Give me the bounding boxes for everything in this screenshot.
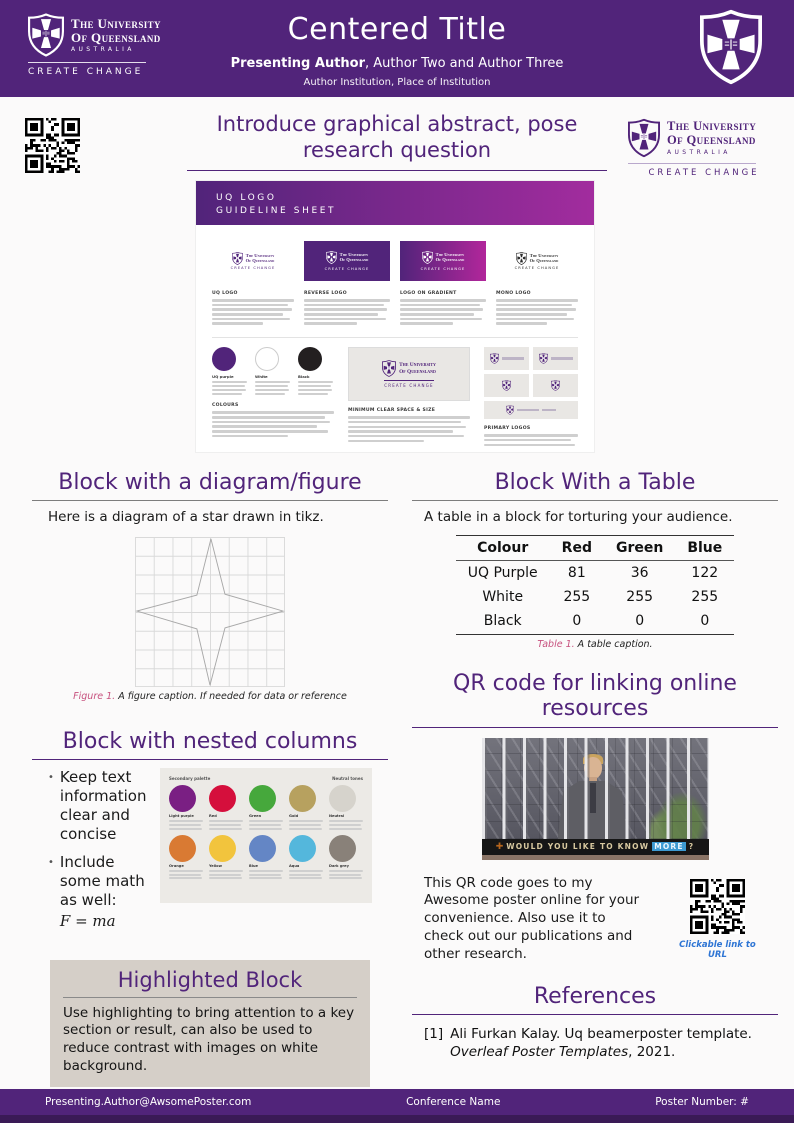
primary-logos-label: PRIMARY LOGOS xyxy=(484,426,531,432)
mini-crest-icon xyxy=(502,380,511,391)
poster-footer xyxy=(0,1089,794,1115)
text-line-placeholder xyxy=(400,322,453,325)
uq-wordmark-line2: Of Queensland xyxy=(667,132,756,147)
table-header-row xyxy=(456,535,735,560)
figure-caption-label: Figure 1. xyxy=(73,690,116,702)
text-line-placeholder xyxy=(212,393,242,395)
bullet-item xyxy=(48,768,148,843)
swatch-name: UQ purple xyxy=(212,374,234,380)
palette-swatch: Gold xyxy=(289,785,323,831)
banner-line2: GUIDELINE SHEET xyxy=(216,206,337,217)
text-line-placeholder xyxy=(255,389,289,391)
text-line-placeholder xyxy=(298,389,332,391)
text-line-placeholder xyxy=(329,824,361,826)
text-line-placeholder xyxy=(212,304,288,307)
text-line-placeholder xyxy=(289,877,322,879)
bullet-icon: • xyxy=(48,857,54,869)
text-line-placeholder xyxy=(289,828,322,830)
text-line-placeholder xyxy=(212,299,294,302)
text-line-placeholder xyxy=(496,299,578,302)
variant-label: LOGO ON GRADIENT xyxy=(400,291,457,296)
text-line-placeholder xyxy=(496,304,572,307)
text-line-placeholder xyxy=(484,434,578,437)
text-line-placeholder xyxy=(255,385,288,387)
text-line-placeholder xyxy=(255,381,290,383)
palette-swatch: Light purple xyxy=(169,785,203,831)
mini-crest-icon xyxy=(551,380,560,391)
palette-swatch: Neutral xyxy=(329,785,363,831)
text-line-placeholder xyxy=(348,426,466,429)
caption-banner-highlight: MORE xyxy=(654,842,684,852)
bullet-item xyxy=(48,853,148,930)
text-line-placeholder xyxy=(400,318,482,321)
bullet-list xyxy=(48,768,148,940)
text-line-placeholder xyxy=(484,444,575,447)
text-line-placeholder xyxy=(289,824,321,826)
colour-table xyxy=(456,535,735,635)
text-line-placeholder xyxy=(212,430,328,433)
mini-wordmark: Of Queensland xyxy=(399,368,436,375)
text-line-placeholder xyxy=(348,430,453,433)
text-line-placeholder xyxy=(209,877,242,879)
text-line-placeholder xyxy=(169,824,201,826)
caption-banner-question: ? xyxy=(688,842,695,852)
text-line-placeholder xyxy=(209,824,241,826)
presenting-author: Presenting Author xyxy=(230,56,366,71)
banner-line1: UQ LOGO xyxy=(216,193,277,203)
text-line-placeholder xyxy=(496,313,567,316)
text-line-placeholder xyxy=(542,409,556,412)
palette-swatch: Green xyxy=(249,785,283,831)
table-row: Black 0 0 0 xyxy=(456,609,735,634)
text-line-placeholder xyxy=(209,870,243,872)
table-caption-label: Table 1. xyxy=(537,638,575,650)
mini-crest-icon xyxy=(232,252,243,265)
variant-uq-logo xyxy=(212,238,294,327)
footer-accent-strip xyxy=(0,1115,794,1123)
logo-divider xyxy=(28,62,146,63)
bullet-text: Keep text information clear and concise xyxy=(59,768,147,843)
prison-bars-overlay xyxy=(482,738,709,839)
movie-still-image xyxy=(482,738,709,860)
diagram-intro-text: Here is a diagram of a star drawn in tikz. xyxy=(48,509,324,526)
block-title-rule xyxy=(32,759,388,760)
text-line-placeholder xyxy=(400,308,483,311)
uq-wordmark-line1: The University xyxy=(71,15,161,31)
text-line-placeholder xyxy=(209,828,242,830)
mini-crest-icon xyxy=(490,353,499,364)
table-intro-text: A table in a block for torturing your audience. xyxy=(424,509,733,526)
text-line-placeholder xyxy=(249,877,282,879)
colours-section xyxy=(212,347,334,448)
intro-title: Introduce graphical abstract, pose research question xyxy=(216,112,578,162)
clear-space-label: MINIMUM CLEAR SPACE & SIZE xyxy=(348,408,436,414)
text-line-placeholder xyxy=(169,820,203,822)
uq-crest-icon xyxy=(28,13,64,57)
block-title: References xyxy=(533,983,657,1009)
text-line-placeholder xyxy=(249,828,282,830)
text-line-placeholder xyxy=(502,357,524,360)
col-header: Blue xyxy=(687,539,723,556)
block-title: Block with a diagram/figure xyxy=(58,470,362,495)
mini-crest-icon xyxy=(506,405,514,415)
bullet-icon: • xyxy=(48,772,54,784)
primary-logos-section xyxy=(484,347,578,448)
swatch-white xyxy=(255,347,279,371)
text-line-placeholder xyxy=(304,308,387,311)
image-bottom-strip xyxy=(482,855,709,860)
table-caption xyxy=(424,639,766,651)
mini-wordmark: The University xyxy=(435,251,465,257)
reference-number: [1] xyxy=(424,1025,444,1042)
palette-swatch: Yellow xyxy=(209,835,243,881)
text-line-placeholder xyxy=(329,874,361,876)
text-line-placeholder xyxy=(249,870,283,872)
qr-description-text: This QR code goes to my Awesome poster online for your convenience. Also use it to check out our publications and other research. xyxy=(424,874,640,962)
swatch-name: Black xyxy=(298,374,310,380)
footer-poster-number: Poster Number: # xyxy=(655,1096,749,1108)
uq-crest-icon-right xyxy=(700,8,762,86)
text-line-placeholder xyxy=(329,870,363,872)
variant-label: REVERSE LOGO xyxy=(304,291,347,296)
block-title: Highlighted Block xyxy=(117,968,303,993)
uq-country-label: AUSTRALIA xyxy=(71,46,135,54)
text-line-placeholder xyxy=(289,874,321,876)
palette-swatch: Orange xyxy=(169,835,203,881)
text-line-placeholder xyxy=(304,318,386,321)
text-line-placeholder xyxy=(400,299,486,302)
text-line-placeholder xyxy=(298,381,333,383)
qr-link-caption[interactable]: Clickable link to URL xyxy=(679,939,756,960)
reference-journal: Overleaf Poster Templates xyxy=(450,1044,629,1061)
palette-left-label: Secondary palette xyxy=(169,776,211,782)
caption-banner-text: WOULD YOU LIKE TO KNOW xyxy=(506,842,650,852)
text-line-placeholder xyxy=(169,870,203,872)
block-with-table xyxy=(410,470,780,651)
bullet-text xyxy=(60,853,148,930)
text-line-placeholder xyxy=(496,318,574,321)
swatch-uq-purple xyxy=(212,347,236,371)
highlight-body-text: Use highlighting to bring attention to a key section or result, can also be used to reduce contrast with images on white background. xyxy=(63,1004,355,1075)
authors-line xyxy=(194,56,600,71)
uq-wordmark-line2: Of Queensland xyxy=(71,29,161,45)
mini-wordmark: The University xyxy=(245,252,275,258)
text-line-placeholder xyxy=(348,440,424,443)
text-line-placeholder xyxy=(212,318,290,321)
block-title-rule xyxy=(412,727,778,728)
mini-tagline: CREATE CHANGE xyxy=(230,266,276,271)
col-header: Colour xyxy=(477,539,529,556)
variant-label: UQ LOGO xyxy=(212,291,238,296)
text-line-placeholder xyxy=(169,877,202,879)
text-line-placeholder xyxy=(329,828,362,830)
colour-palette-image xyxy=(160,768,372,903)
text-line-placeholder xyxy=(212,411,334,414)
swatch-black xyxy=(298,347,322,371)
variant-mono-logo xyxy=(496,238,578,327)
logo-divider xyxy=(628,163,756,164)
text-line-placeholder xyxy=(517,409,539,412)
poster-title: Centered Title xyxy=(287,12,507,47)
block-title-rule xyxy=(63,997,357,998)
text-line-placeholder xyxy=(348,421,461,424)
mini-crest-icon xyxy=(326,251,337,264)
text-line-placeholder xyxy=(169,828,202,830)
uq-country-label: AUSTRALIA xyxy=(667,148,731,156)
create-change-tagline: CREATE CHANGE xyxy=(28,67,144,77)
other-authors: , Author Two and Author Three xyxy=(365,56,564,71)
block-title-rule xyxy=(412,500,778,501)
table-row: UQ Purple 81 36 122 xyxy=(467,565,719,582)
block-title: Block with nested columns xyxy=(62,729,358,755)
palette-swatch: Dark grey xyxy=(329,835,363,881)
text-line-placeholder xyxy=(212,385,245,387)
text-line-placeholder xyxy=(209,820,243,822)
text-line-placeholder xyxy=(289,820,323,822)
figure-caption-text: A figure caption. If needed for data or reference xyxy=(115,690,347,702)
text-line-placeholder xyxy=(551,357,573,360)
text-line-placeholder xyxy=(348,416,470,419)
block-title: QR code for linking online resources xyxy=(453,670,737,722)
footer-conference: Conference Name xyxy=(406,1096,501,1108)
qr-code-link[interactable] xyxy=(669,875,766,960)
col-header: Red xyxy=(561,539,592,556)
text-line-placeholder xyxy=(304,313,378,316)
text-line-placeholder xyxy=(496,308,576,311)
text-line-placeholder xyxy=(212,308,292,311)
colours-label: COLOURS xyxy=(212,403,239,409)
palette-swatch: Red xyxy=(209,785,243,831)
col-header: Green xyxy=(615,539,664,556)
text-line-placeholder xyxy=(304,299,390,302)
block-title: Block With a Table xyxy=(494,470,696,495)
block-qr-resources xyxy=(410,671,780,964)
table-caption-text: A table caption. xyxy=(574,638,653,650)
table-row: White 255 255 255 xyxy=(482,589,719,606)
palette-swatch: Aqua xyxy=(289,835,323,881)
text-line-placeholder xyxy=(289,870,323,872)
sheet-divider xyxy=(212,337,578,338)
text-line-placeholder xyxy=(212,381,247,383)
text-line-placeholder xyxy=(298,385,331,387)
swatch-name: White xyxy=(255,374,268,380)
mini-wordmark: Of Queensland xyxy=(339,257,369,263)
text-line-placeholder xyxy=(496,322,547,325)
palette-right-label: Neutral tones xyxy=(332,776,363,782)
block-diagram-figure xyxy=(30,470,390,703)
mini-crest-icon xyxy=(539,353,548,364)
text-line-placeholder xyxy=(249,874,281,876)
poster-header xyxy=(0,0,794,97)
intro-block-heading xyxy=(187,112,607,171)
text-line-placeholder xyxy=(249,820,283,822)
mini-wordmark: The University xyxy=(339,251,369,257)
uq-wordmark-line1: The University xyxy=(667,119,757,134)
footer-email: Presenting.Author@AwsomePoster.com xyxy=(45,1096,252,1108)
mini-tagline: CREATE CHANGE xyxy=(384,380,434,388)
text-line-placeholder xyxy=(212,435,288,438)
mini-wordmark: Of Queensland xyxy=(245,258,275,264)
cross-icon: ✚ xyxy=(495,841,504,852)
text-line-placeholder xyxy=(209,874,241,876)
reference-text: Ali Furkan Kalay. Uq beamerposter template. xyxy=(450,1025,752,1042)
create-change-tagline: CREATE CHANGE xyxy=(648,168,760,178)
block-title-rule xyxy=(412,1014,778,1015)
text-line-placeholder xyxy=(329,877,362,879)
text-line-placeholder xyxy=(212,425,317,428)
mini-tagline: CREATE CHANGE xyxy=(324,267,370,272)
text-line-placeholder xyxy=(212,313,283,316)
mini-wordmark: Of Queensland xyxy=(435,257,465,263)
tikz-star-figure xyxy=(135,537,285,687)
text-line-placeholder xyxy=(212,416,325,419)
text-line-placeholder xyxy=(304,322,357,325)
math-formula: F = ma xyxy=(59,911,116,930)
block-title-rule xyxy=(32,500,388,501)
text-line-placeholder xyxy=(249,824,281,826)
mini-wordmark: The University xyxy=(399,362,436,369)
reference-entry xyxy=(424,1025,766,1061)
text-line-placeholder xyxy=(212,389,246,391)
text-line-placeholder xyxy=(255,393,285,395)
mini-tagline: CREATE CHANGE xyxy=(420,267,466,272)
clear-space-section xyxy=(348,347,470,448)
bullet-text-line: Include some math as well: xyxy=(59,853,145,909)
variant-gradient-logo xyxy=(400,238,486,327)
variant-reverse-logo xyxy=(304,238,390,327)
text-line-placeholder xyxy=(400,304,480,307)
figure-caption xyxy=(48,691,372,703)
intro-title-rule xyxy=(187,170,607,171)
uq-crest-icon-small xyxy=(628,118,660,158)
variant-label: MONO LOGO xyxy=(496,291,531,296)
guideline-banner xyxy=(196,181,594,225)
mini-wordmark: Of Queensland xyxy=(529,258,559,264)
text-line-placeholder xyxy=(298,393,328,395)
highlighted-block xyxy=(50,960,370,1086)
mini-tagline: CREATE CHANGE xyxy=(514,266,560,271)
uq-logo-guideline-sheet-image xyxy=(195,180,595,453)
qr-code-image[interactable] xyxy=(690,879,745,934)
block-references xyxy=(410,984,780,1062)
text-line-placeholder xyxy=(304,304,384,307)
text-line-placeholder xyxy=(484,439,571,442)
reference-body xyxy=(450,1025,752,1061)
uq-logo-top-right xyxy=(628,118,780,178)
uq-logo-header xyxy=(28,13,178,77)
qr-code-top-left[interactable] xyxy=(25,118,80,173)
palette-swatch: Blue xyxy=(249,835,283,881)
image-caption-banner xyxy=(482,839,709,855)
institution-line: Author Institution, Place of Institution xyxy=(303,77,491,88)
text-line-placeholder xyxy=(169,874,201,876)
block-nested-columns xyxy=(30,729,390,940)
mini-crest-icon xyxy=(382,360,396,377)
reference-year: , 2021. xyxy=(628,1044,676,1061)
mini-wordmark: The University xyxy=(529,252,559,258)
text-line-placeholder xyxy=(212,421,330,424)
mini-crest-icon xyxy=(516,252,527,265)
text-line-placeholder xyxy=(212,322,263,325)
text-line-placeholder xyxy=(400,313,474,316)
text-line-placeholder xyxy=(348,435,464,438)
mini-crest-icon xyxy=(422,251,433,264)
text-line-placeholder xyxy=(329,820,363,822)
